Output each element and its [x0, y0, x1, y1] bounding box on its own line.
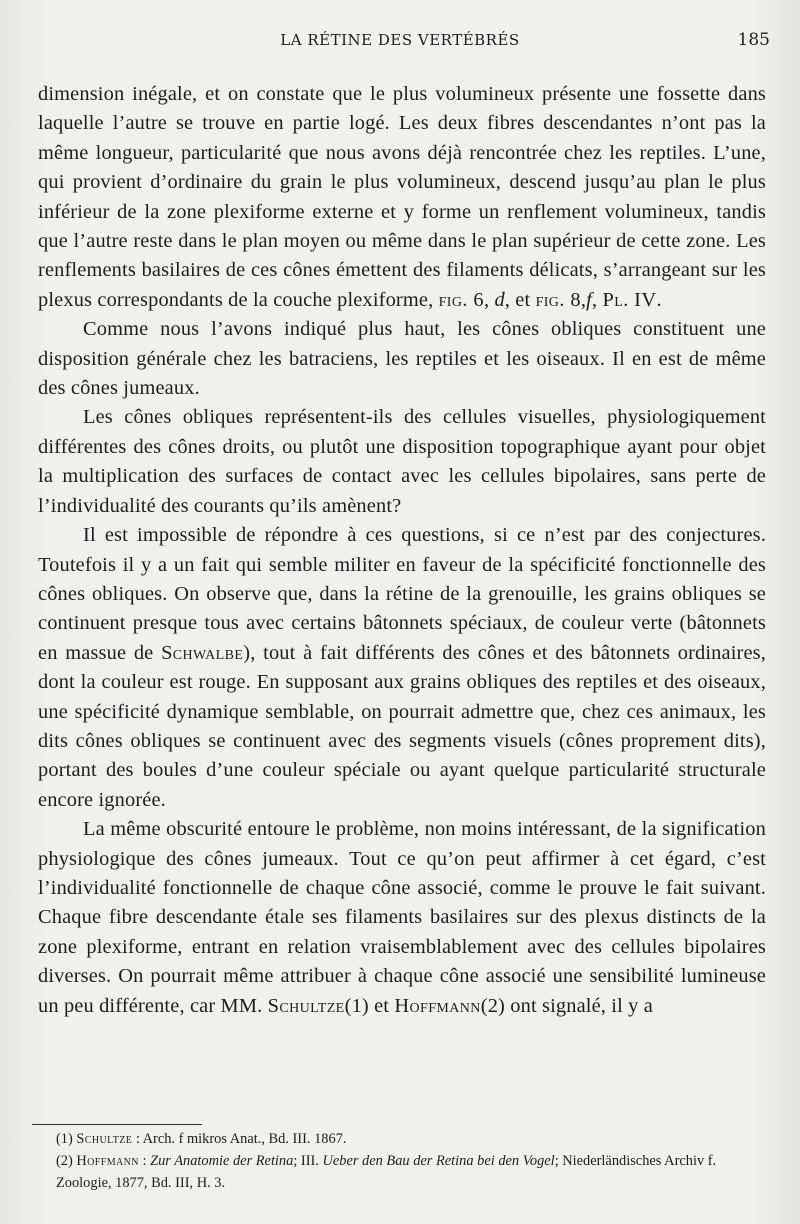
footnote-text: ; III. — [293, 1153, 323, 1169]
paragraph-2: Comme nous l’avons indiqué plus haut, les cônes obliques constituent une disposition générale chez les batraciens, les reptiles et les oiseaux. Il en est de même des cônes jumeaux. — [38, 318, 766, 400]
paragraph-1-text: . — [656, 288, 662, 311]
paragraph-1-text: dimension inégale, et on constate que le plus volumineux présente une fossette dans laquelle l’autre se trouve en partie logé. Les deux fibres descendantes n’ont pas la même longueur, particularité que nous avons déjà rencontrée chez les reptiles. L’une, qui provient d’ordinaire du grain le plus volumineux, descend jusqu’au plan le plus inférieur de la zone plexiforme externe et y forme un renflement volumineux, tandis que l’autre reste dans le plan moyen ou même dans le plan supérieur de cette zone. Les renflements basilaires de ces cônes émettent des filaments délicats, s’arrangeant sur les plexus correspondants de la couche plexiforme, — [38, 83, 766, 311]
plate-reference: Pl. IV — [602, 288, 657, 311]
paragraph-5-text: La même obscurité entoure le problème, non moins intéressant, de la signification physiologique des cônes jumeaux. Tout ce qu’on peut affirmer à cet égard, c’est l’individualité fonctionnelle de chaque cône associé, comme le prouve le fait suivant. Chaque fibre descendante étale ses filaments basilaires sur des plexus distincts de la zone plexiforme, entrant en relation vraisemblablement avec des cellules bipolaires diverses. On pourrait même attribuer à chaque cône associé une sensibilité lumineuse un peu différente, car MM. — [38, 818, 766, 1017]
footnote-title: Ueber den Bau der Retina bei den Vogel — [322, 1153, 555, 1169]
paragraph-5 — [38, 815, 766, 1021]
footnote-divider — [32, 1124, 202, 1125]
footnote-marker: (1) — [344, 994, 369, 1017]
footnote-author: Schultze — [76, 1131, 133, 1147]
running-title: LA RÉTINE DES VERTÉBRÉS — [280, 31, 520, 49]
paragraph-4-text: ), tout à fait différents des cônes et des bâtonnets ordinaires, dont la couleur est rouge. En supposant aux grains obliques des reptiles et des oiseaux, une spécificité dynamique semblable, on pourrait admettre que, chez ces animaux, les dits cônes obliques se continuent avec des segments visuels (cônes proprement dits), portant des boules d’une couleur spéciale ou ayant quelque particularité structurale encore ignorée. — [38, 641, 767, 811]
paragraph-1 — [38, 80, 766, 315]
paragraph-4 — [38, 521, 766, 815]
figure-reference: fig. 6 — [438, 288, 484, 311]
author-name: Schultze — [267, 994, 345, 1017]
body-text — [38, 80, 766, 1021]
paragraph-3: Les cônes obliques représentent-ils des cellules visuelles, physiologiquement différentes des cônes droits, ou plutôt une disposition topographique ayant pour objet la multiplication des surfaces de contact avec les cellules bipolaires, sans perte de l’individualité des courants qu’ils amènent? — [38, 406, 766, 517]
footnote-number: (2) — [56, 1153, 73, 1169]
footnote-marker: (2) — [480, 994, 505, 1017]
footnote-1 — [30, 1128, 770, 1150]
figure-label: f — [586, 288, 592, 311]
paragraph-1-text: , — [592, 288, 603, 311]
paragraph-1-text: , — [483, 288, 495, 311]
footnote-title: Zur Anatomie der Retina — [150, 1153, 294, 1169]
running-head — [0, 28, 800, 52]
page-number: 185 — [737, 30, 770, 50]
figure-label: d — [494, 288, 505, 311]
footnote-text: : Arch. f mikros Anat., Bd. III. 1867. — [132, 1131, 347, 1147]
footnote-text: ; Niederländisches Archiv f. Zoologie, 1877, Bd. III, H. 3. — [56, 1153, 717, 1191]
author-name: Schwalbe — [161, 641, 244, 664]
author-name: Hoffmann — [394, 994, 481, 1017]
footnote-number: (1) — [56, 1131, 73, 1147]
paragraph-5-text: et — [368, 994, 395, 1017]
figure-reference: fig. 8 — [535, 288, 581, 311]
footnotes — [30, 1128, 770, 1194]
paragraph-1-text: , — [580, 288, 587, 311]
footnote-author: Hoffmann — [76, 1153, 139, 1169]
paragraph-5-text: ont signalé, il y a — [505, 994, 653, 1017]
footnote-2 — [30, 1150, 770, 1194]
paragraph-1-text: , et — [504, 288, 536, 311]
footnote-text: : — [138, 1153, 151, 1169]
paragraph-4-text: Il est impossible de répondre à ces questions, si ce n’est par des conjectures. Toutefois il y a un fait qui semble militer en faveur de la spécificité fonctionnelle des cônes obliques. On observe que, dans la rétine de la grenouille, les grains obliques se continuent presque tous avec certains bâtonnets spéciaux, de couleur verte (bâtonnets en massue de — [38, 524, 766, 664]
